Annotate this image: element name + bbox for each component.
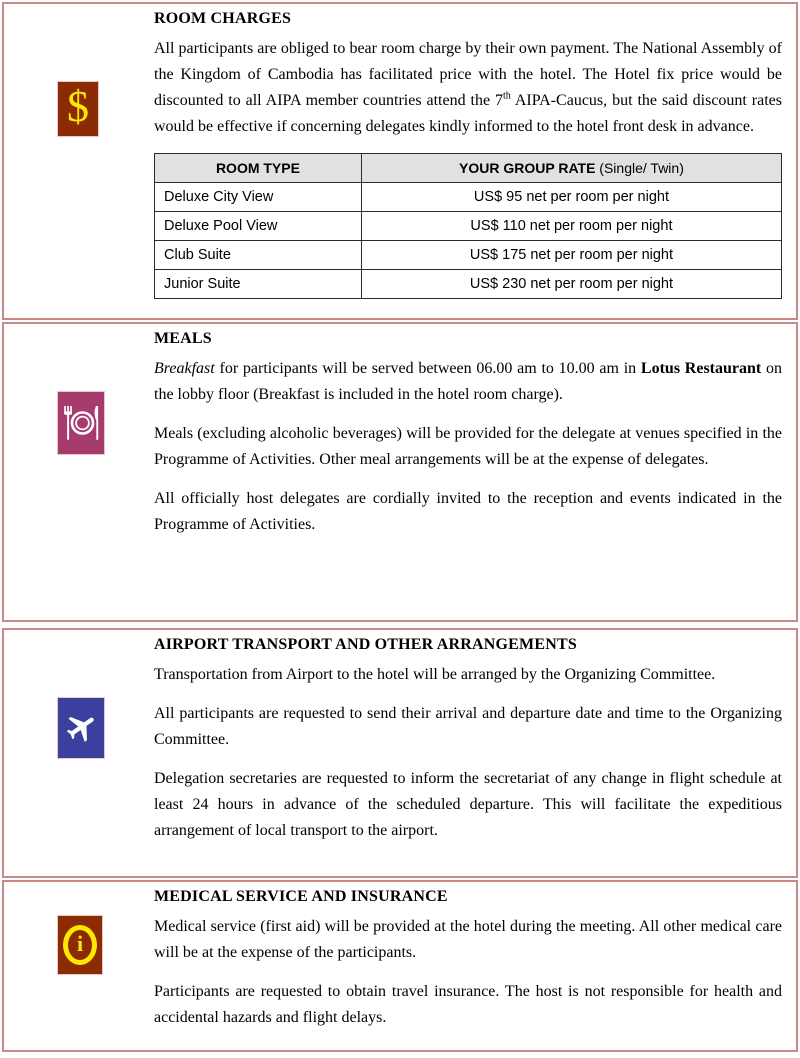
info-icon-glyph: i: [76, 930, 84, 956]
paragraph-text: All participants are obliged to bear room charge by their own payment. The National Assembly of the Kingdom of Cambodia has facilitated price with the hotel. The Hotel fix price would be discounted to all AIPA member countries attend the 7: [154, 40, 782, 109]
section-medical-insurance: [2, 880, 798, 1052]
meals-icon-art: [61, 397, 101, 449]
room-rate-cell: US$ 95 net per room per night: [361, 183, 781, 212]
airplane-icon: [58, 698, 104, 758]
ordinal-superscript: th: [503, 90, 511, 102]
table-row: [155, 241, 782, 270]
table-row: [155, 212, 782, 241]
table-row: [155, 270, 782, 299]
header-room-type: ROOM TYPE: [155, 154, 362, 183]
meals-paragraph-2: Meals (excluding alcoholic beverages) will be provided for the delegate at venues specified in the Programme of Activities. Other meal arrangements will be at the expense of delegates.: [154, 425, 782, 468]
section-room-charges: [2, 2, 798, 320]
table-header-row: [155, 154, 782, 183]
medical-paragraph-2: Participants are requested to obtain travel insurance. The host is not responsible for health and accidental hazards and flight delays.: [154, 983, 782, 1026]
airport-paragraph-2: All participants are requested to send their arrival and departure date and time to the Organizing Committee.: [154, 705, 782, 748]
dollar-icon: [58, 82, 98, 136]
header-group-rate-bold: YOUR GROUP RATE: [459, 160, 596, 176]
breakfast-italic: Breakfast: [154, 360, 215, 377]
meals-paragraph-1: [154, 356, 782, 408]
info-icon-ring: [63, 925, 97, 965]
header-group-rate-normal: (Single/ Twin): [595, 160, 684, 176]
room-type-cell: Deluxe Pool View: [155, 212, 362, 241]
paragraph-text: on the lobby floor (Breakfast is included in the hotel room charge).: [154, 360, 783, 403]
table-row: [155, 183, 782, 212]
section-heading: ROOM CHARGES: [154, 10, 292, 27]
section-meals: [2, 322, 798, 622]
meals-paragraph-3: All officially host delegates are cordially invited to the reception and events indicated in the Programme of Activities.: [154, 490, 782, 533]
paragraph-text: for participants will be served between 06.00 am to 10.00 am in: [214, 360, 641, 377]
room-rate-cell: US$ 230 net per room per night: [361, 270, 781, 299]
section-heading: MEALS: [154, 330, 212, 347]
airplane-icon-art: [57, 704, 104, 751]
paragraph-text: AIPA-Caucus, but the said discount rates would be effective if concerning delegates kindly informed to the hotel front desk in advance.: [154, 92, 782, 135]
room-charges-paragraph: [154, 36, 782, 140]
section-heading: MEDICAL SERVICE AND INSURANCE: [154, 888, 448, 905]
section-heading: AIRPORT TRANSPORT AND OTHER ARRANGEMENTS: [154, 636, 577, 653]
header-group-rate: [361, 154, 781, 183]
room-type-cell: Deluxe City View: [155, 183, 362, 212]
room-type-cell: Club Suite: [155, 241, 362, 270]
meals-icon: [58, 392, 104, 454]
restaurant-bold: Lotus Restaurant: [640, 360, 762, 377]
info-icon: [58, 916, 102, 974]
room-rates-table: [154, 153, 782, 299]
airport-paragraph-1: Transportation from Airport to the hotel will be arranged by the Organizing Committee.: [154, 666, 716, 683]
section-airport-transport: [2, 628, 798, 878]
room-type-cell: Junior Suite: [155, 270, 362, 299]
room-rate-cell: US$ 175 net per room per night: [361, 241, 781, 270]
airport-paragraph-3: Delegation secretaries are requested to inform the secretariat of any change in flight schedule at least 24 hours in advance of the scheduled departure. This will facilitate the expeditious arrangement of local transport to the airport.: [154, 770, 782, 839]
medical-paragraph-1: Medical service (first aid) will be provided at the hotel during the meeting. All other medical care will be at the expense of the participants.: [154, 918, 782, 961]
dollar-icon-glyph: $: [67, 82, 89, 131]
room-rate-cell: US$ 110 net per room per night: [361, 212, 781, 241]
